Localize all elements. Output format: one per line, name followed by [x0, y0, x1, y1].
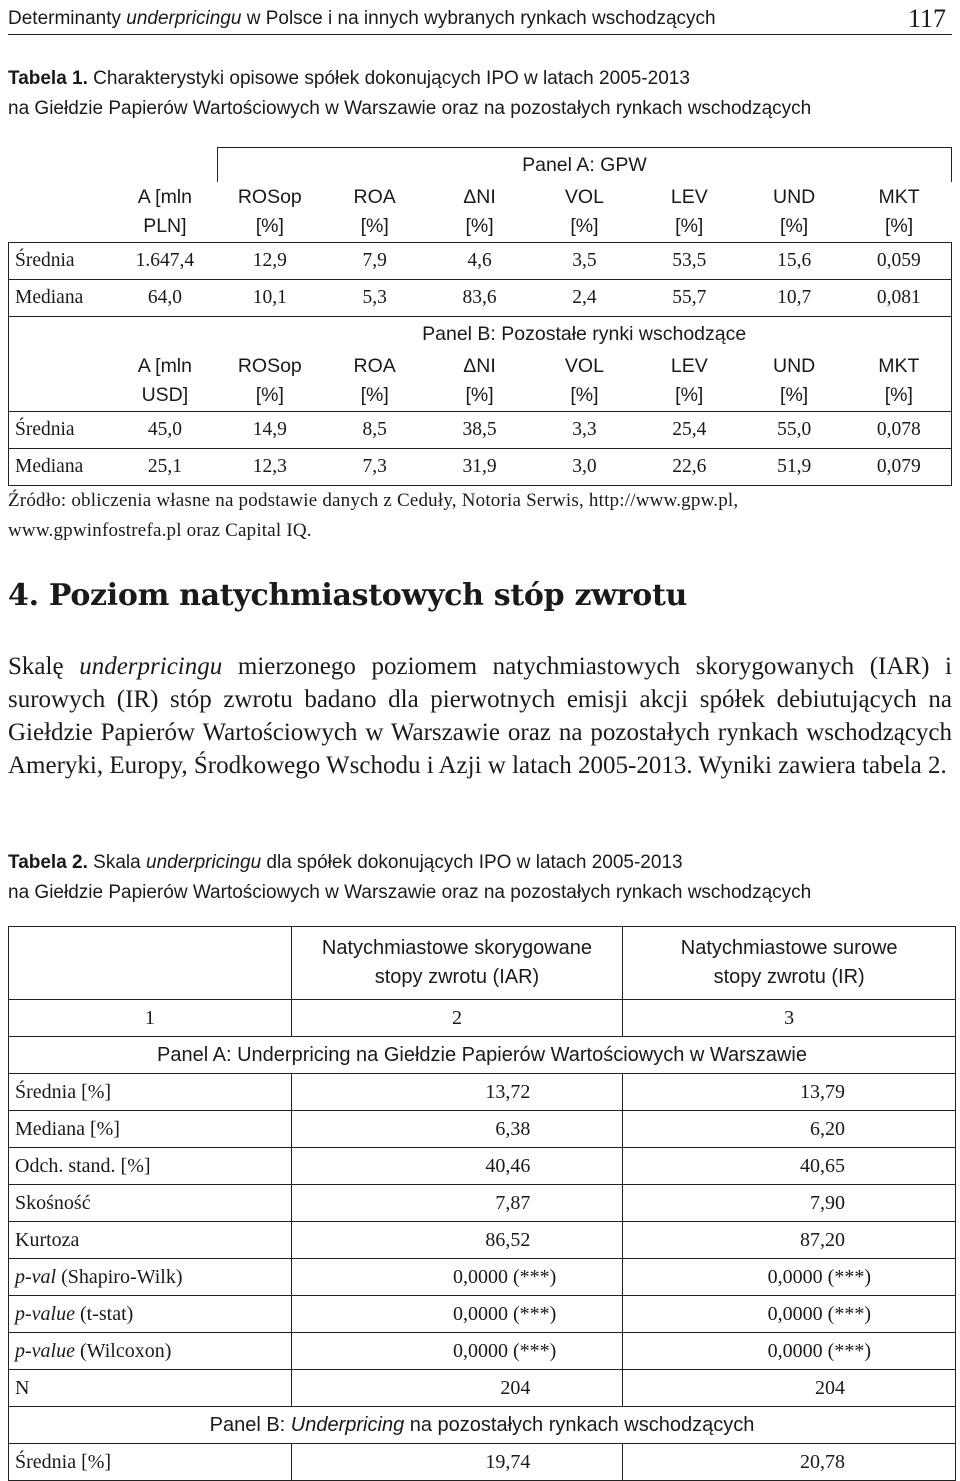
table-row: N 204 204: [9, 1370, 956, 1407]
col-header: ΔNI [%]: [463, 355, 496, 406]
col-header: ROSop [%]: [237, 355, 302, 406]
table-row: Skośność 7,87 7,90: [9, 1185, 956, 1222]
col-header: ROSop [%]: [237, 186, 302, 237]
table2-header-row: [9, 927, 956, 1000]
table-row: p-val (Shapiro-Wilk) 0,0000 (***) 0,0000 (***): [9, 1259, 956, 1296]
page-number: 117: [907, 4, 946, 33]
col-header: UND [%]: [773, 355, 816, 406]
table2: [8, 926, 956, 1481]
table-row: Mediana 25,1 12,3 7,3 31,9 3,0 22,6 51,9 0,079: [9, 449, 952, 486]
col-header-ir: Natychmiastowe surowe stopy zwrotu (IR): [623, 927, 956, 1000]
running-header-title: Determinanty underpricingu w Polsce i na innych wybranych rynkach wschodzących: [8, 8, 716, 29]
column-number-row: 1 2 3: [9, 1000, 956, 1037]
section-heading: 4. Poziom natychmiastowych stóp zwrotu: [8, 578, 688, 613]
col-header: ΔNI [%]: [463, 186, 496, 237]
col-header: VOL [%]: [564, 355, 604, 406]
col-header: LEV [%]: [670, 186, 708, 237]
panel-a-title: Panel A: GPW: [217, 148, 951, 183]
col-header: ROA [%]: [353, 355, 396, 406]
panel-a-header-row: [9, 182, 952, 243]
col-header-iar: Natychmiastowe skorygowane stopy zwrotu (IAR): [291, 927, 623, 1000]
col-header: VOL [%]: [564, 186, 604, 237]
col-header: LEV [%]: [670, 355, 708, 406]
col-header: MKT [%]: [847, 351, 952, 412]
table1-caption: Tabela 1. Charakterystyki opisowe spółek dokonujących IPO w latach 2005-2013 na Giełdzie Papierów Wartościowych w Warszawie oraz na pozostałych rynkach wschodzących: [8, 68, 812, 119]
table1-source: Źródło: obliczenia własne na podstawie danych z Ceduły, Notoria Serwis, http://www.gpw.pl, www.gpwinfostrefa.pl oraz Capital IQ.: [8, 490, 739, 541]
panel-a-title-row: Panel A: Underpricing na Giełdzie Papierów Wartościowych w Warszawie: [9, 1037, 956, 1074]
table-row: Mediana [%] 6,38 6,20: [9, 1111, 956, 1148]
running-header: [8, 4, 952, 35]
body-paragraph: Skalę underpricingu mierzonego poziomem natychmiastowych skorygowanych (IAR) i surowych (IR) stóp zwrotu badano dla pierwotnych emisji akcji spółek debiutujących na Giełdzie Papierów Wartościowych w Warszawie oraz na pozostałych rynkach wschodzących Ameryki, Europy, Środkowego Wschodu i Azji w latach 2005-2013. Wyniki zawiera tabela 2.: [8, 653, 953, 779]
table-row: Średnia [%] 13,72 13,79: [9, 1074, 956, 1111]
col-header: MKT [%]: [878, 186, 920, 237]
table-row: Odch. stand. [%] 40,46 40,65: [9, 1148, 956, 1185]
table-row: Średnia 1.647,4 12,9 7,9 4,6 3,5 53,5 15,6 0,059: [9, 243, 952, 280]
table1: [8, 147, 952, 486]
table-row: Średnia [%] 19,74 20,78: [9, 1444, 956, 1481]
col-header: ROA [%]: [353, 186, 396, 237]
panel-b-title: Panel B: Pozostałe rynki wschodzące: [217, 317, 951, 352]
col-header: A [mln USD]: [137, 355, 192, 406]
table-row: p-value (Wilcoxon) 0,0000 (***) 0,0000 (***): [9, 1333, 956, 1370]
table-row: Średnia 45,0 14,9 8,5 38,5 3,3 25,4 55,0 0,078: [9, 412, 952, 449]
col-header: UND [%]: [773, 186, 816, 237]
panel-b-title-row: Panel B: Underpricing na pozostałych rynkach wschodzących: [9, 1407, 956, 1444]
table2-caption: Tabela 2. Skala underpricingu dla spółek dokonujących IPO w latach 2005-2013 na Giełdzie Papierów Wartościowych w Warszawie oraz na pozostałych rynkach wschodzących: [8, 852, 812, 903]
table-row: Kurtoza 86,52 87,20: [9, 1222, 956, 1259]
table-row: p-value (t-stat) 0,0000 (***) 0,0000 (***): [9, 1296, 956, 1333]
panel-b-header-row: [9, 351, 952, 412]
col-header: A [mln PLN]: [137, 186, 192, 237]
table-row: Mediana 64,0 10,1 5,3 83,6 2,4 55,7 10,7 0,081: [9, 280, 952, 317]
